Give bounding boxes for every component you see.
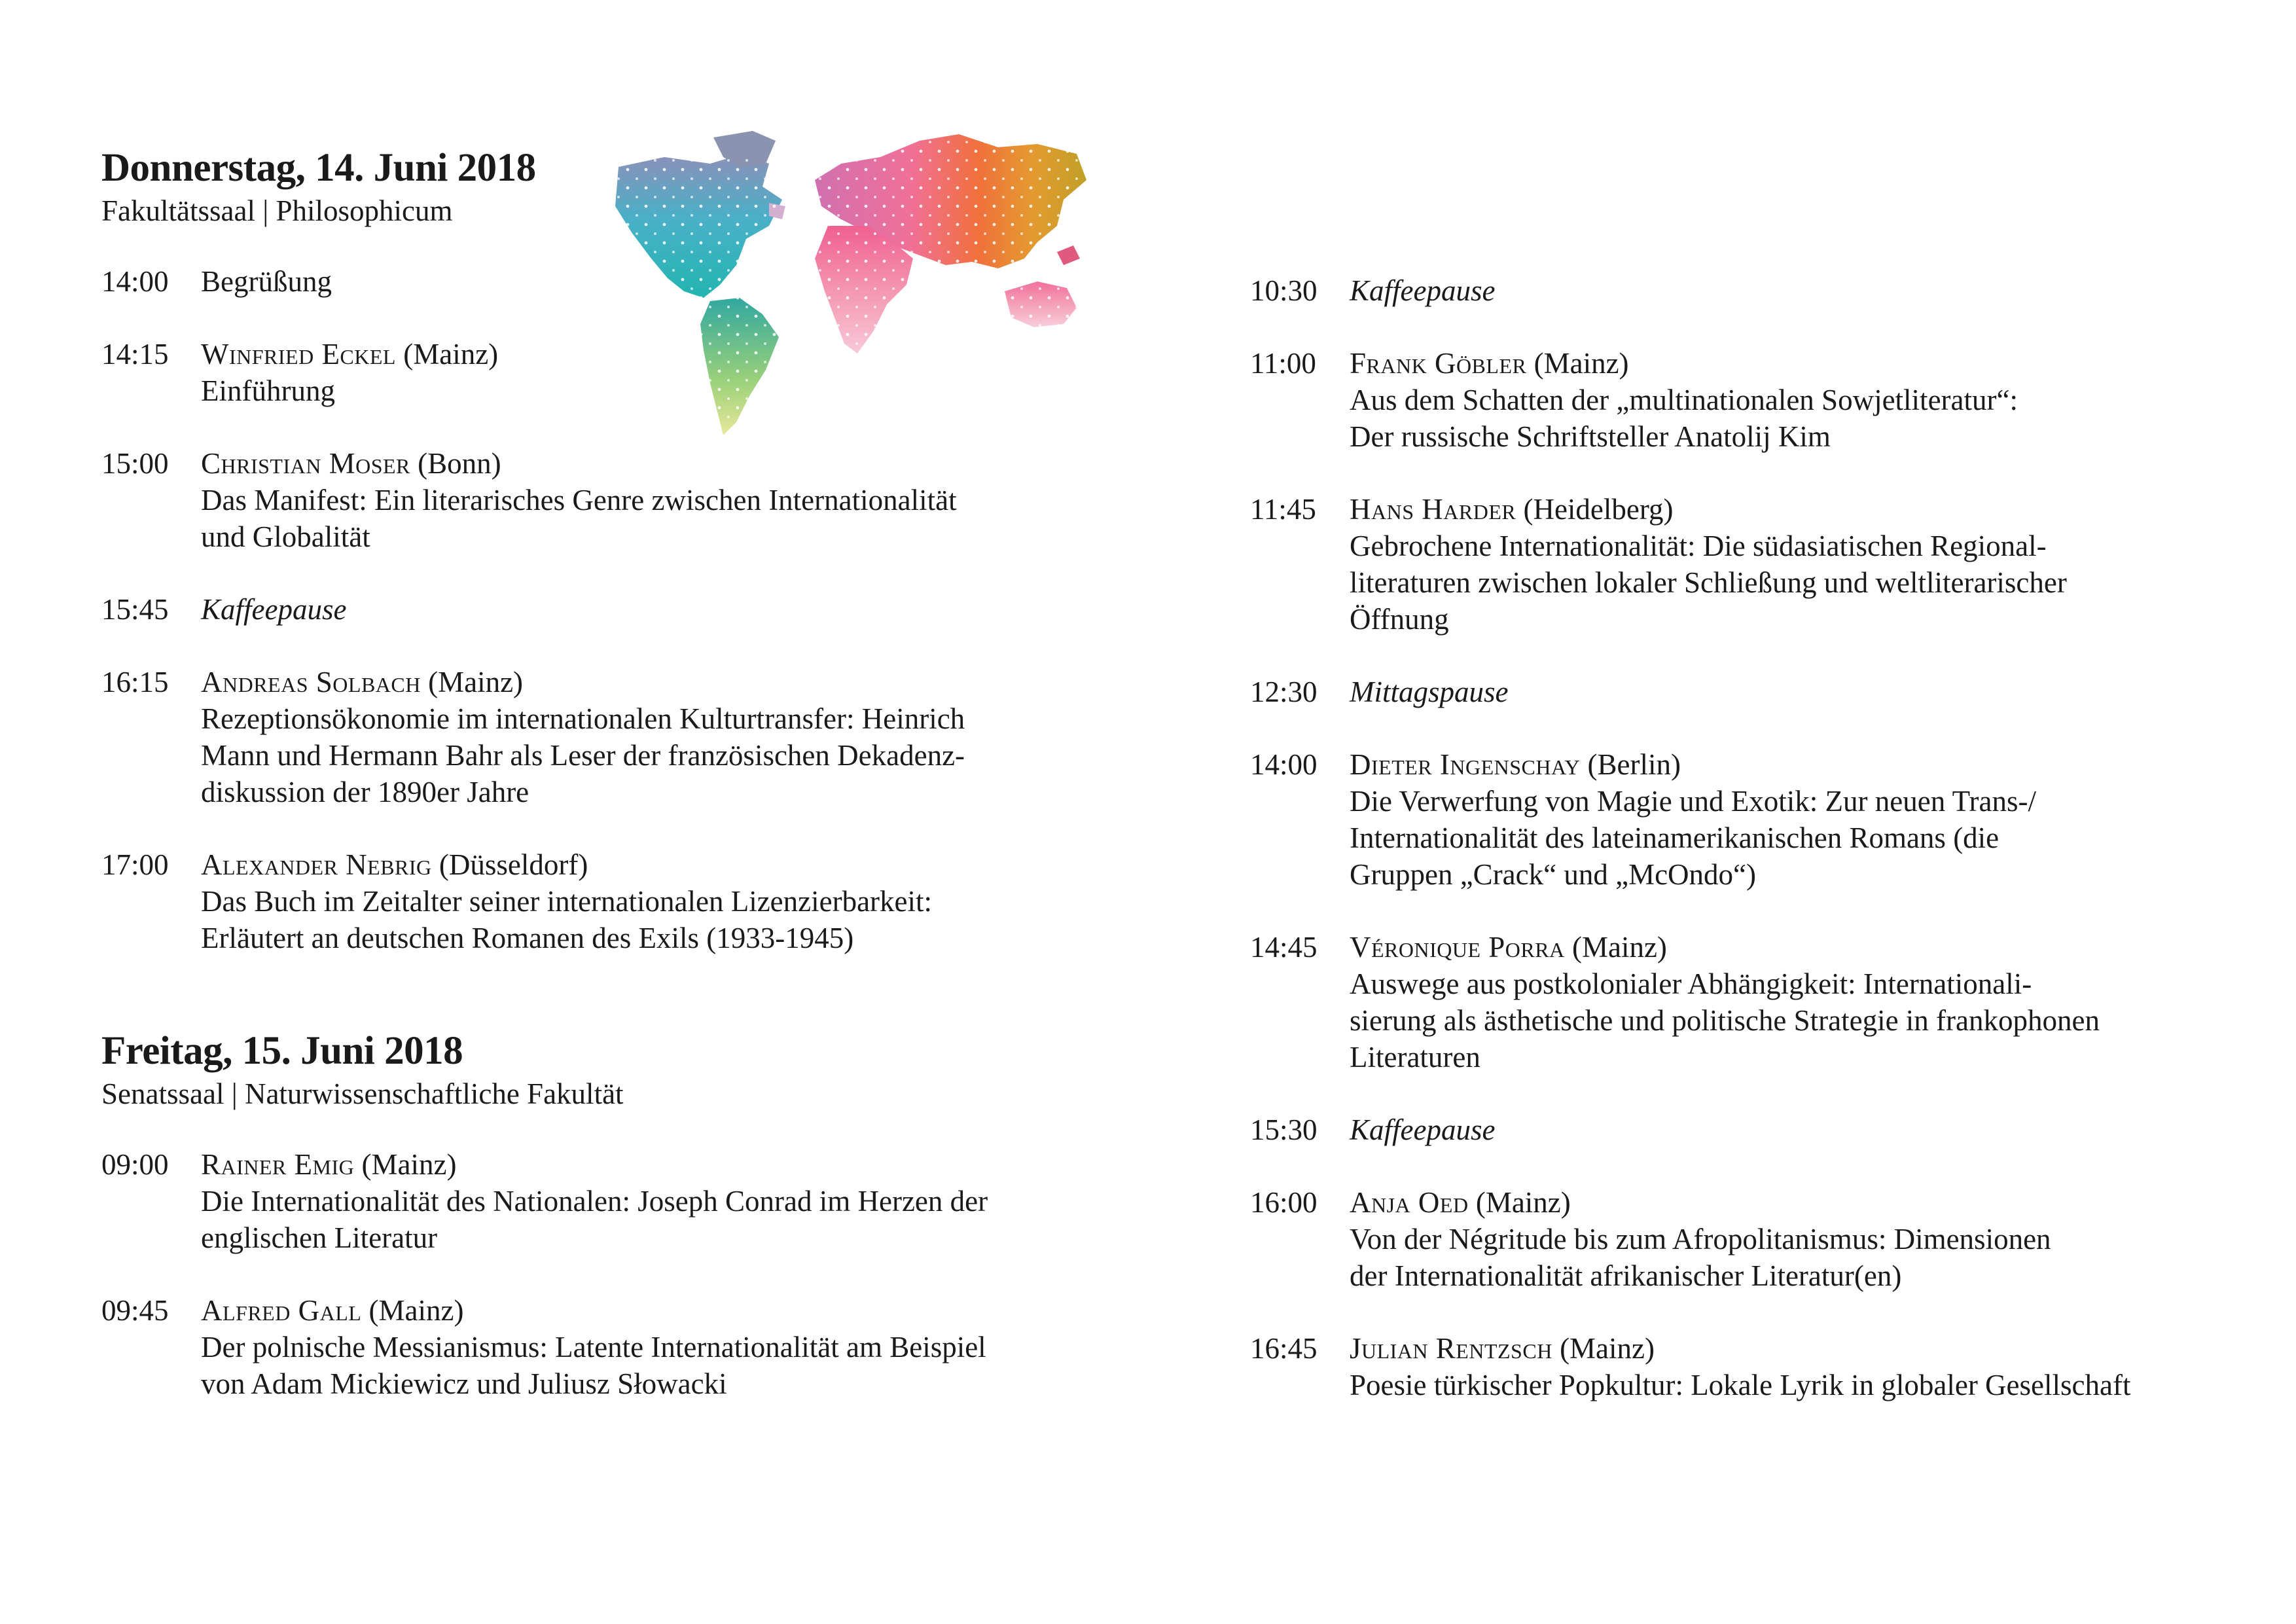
entry-body bbox=[1350, 272, 2232, 309]
talk-title-line: Gebrochene Internationalität: Die südasiatischen Regional- bbox=[1350, 530, 2047, 562]
entry-body bbox=[201, 445, 1083, 555]
talk-title-line: Die Verwerfung von Magie und Exotik: Zur neuen Trans-/ bbox=[1350, 785, 2036, 818]
speaker-line bbox=[1350, 1184, 2232, 1221]
program-entry bbox=[1250, 1184, 2232, 1294]
speaker-name: Andreas Solbach bbox=[201, 666, 421, 698]
entry-body bbox=[1350, 1184, 2232, 1294]
speaker-line bbox=[1350, 491, 2232, 528]
talk-title-line: Rezeptionsökonomie im internationalen Kulturtransfer: Heinrich bbox=[201, 702, 965, 735]
day2-section bbox=[101, 1028, 1083, 1402]
entry-time: 12:30 bbox=[1250, 676, 1318, 708]
entry-body bbox=[201, 664, 1083, 810]
entry-body bbox=[1350, 491, 2232, 638]
entry-time: 11:45 bbox=[1250, 493, 1316, 526]
speaker-name: Hans Harder bbox=[1350, 493, 1516, 526]
speaker-place: (Mainz) bbox=[361, 1148, 457, 1181]
talk-title-line: Literaturen bbox=[1350, 1041, 1480, 1074]
entry-time: 11:00 bbox=[1250, 347, 1316, 380]
entry-time: 09:00 bbox=[101, 1148, 169, 1181]
speaker-place: (Mainz) bbox=[1475, 1186, 1571, 1219]
entry-time: 14:00 bbox=[101, 265, 169, 298]
talk-title-line: Die Internationalität des Nationalen: Joseph Conrad im Herzen der bbox=[201, 1185, 988, 1218]
talk-title-line: Gruppen „Crack“ und „McOndo“) bbox=[1350, 858, 1757, 891]
talk-title-line: Das Manifest: Ein literarisches Genre zwischen Internationalität bbox=[201, 484, 957, 516]
program-entry bbox=[1250, 491, 2232, 638]
entry-body bbox=[1350, 1111, 2232, 1148]
program-entry bbox=[1250, 345, 2232, 455]
entry-body bbox=[201, 1146, 1083, 1256]
talk-title-line: der Internationalität afrikanischer Literatur(en) bbox=[1350, 1259, 1902, 1292]
program-entry bbox=[101, 846, 1083, 956]
talk-title-line: Von der Négritude bis zum Afropolitanismus: Dimensionen bbox=[1350, 1223, 2051, 1255]
talk-title-line: Auswege aus postkolonialer Abhängigkeit: Internationali- bbox=[1350, 967, 2032, 1000]
program-entry bbox=[101, 336, 1083, 409]
entry-time: 15:00 bbox=[101, 447, 169, 480]
break-label: Kaffeepause bbox=[1350, 274, 1496, 307]
break-label: Kaffeepause bbox=[1350, 1113, 1496, 1146]
program-entry bbox=[1250, 674, 2232, 710]
speaker-line bbox=[1350, 1330, 2232, 1367]
speaker-place: (Heidelberg) bbox=[1523, 493, 1674, 526]
speaker-place: (Bonn) bbox=[418, 447, 501, 480]
speaker-name: Véronique Porra bbox=[1350, 931, 1565, 964]
speaker-name: Dieter Ingenschay bbox=[1350, 748, 1581, 781]
day2-program-continued bbox=[1250, 272, 2232, 1403]
speaker-place: (Mainz) bbox=[1571, 931, 1667, 964]
speaker-place: (Düsseldorf) bbox=[439, 848, 588, 881]
entry-label: Begrüßung bbox=[201, 265, 332, 298]
entry-time: 14:15 bbox=[101, 338, 169, 370]
talk-title-line: Aus dem Schatten der „multinationalen Sowjetliteratur“: bbox=[1350, 384, 2018, 416]
talk-title-line: diskussion der 1890er Jahre bbox=[201, 776, 529, 808]
day1-program bbox=[101, 263, 1083, 956]
speaker-line bbox=[1350, 746, 2232, 783]
program-entry bbox=[1250, 1330, 2232, 1403]
entry-time: 15:30 bbox=[1250, 1113, 1318, 1146]
entry-body bbox=[1350, 929, 2232, 1075]
program-entry bbox=[101, 1292, 1083, 1402]
talk-title-line: und Globalität bbox=[201, 520, 370, 553]
speaker-place: (Berlin) bbox=[1587, 748, 1681, 781]
entry-time: 14:00 bbox=[1250, 748, 1318, 781]
speaker-name: Julian Rentzsch bbox=[1350, 1332, 1552, 1365]
program-entry bbox=[1250, 746, 2232, 893]
break-label: Kaffeepause bbox=[201, 593, 347, 626]
speaker-line bbox=[201, 1292, 1083, 1329]
talk-title-line: Internationalität des lateinamerikanischen Romans (die bbox=[1350, 821, 2000, 854]
entry-time: 16:45 bbox=[1250, 1332, 1318, 1365]
talk-title-line: Erläutert an deutschen Romanen des Exils (1933-1945) bbox=[201, 922, 854, 954]
talk-title-line: sierung als ästhetische und politische Strategie in frankophonen bbox=[1350, 1004, 2100, 1037]
talk-title-line: Einführung bbox=[201, 374, 335, 407]
speaker-line bbox=[201, 445, 1083, 482]
day2-program bbox=[101, 1146, 1083, 1402]
speaker-line bbox=[201, 846, 1083, 883]
day1-section bbox=[101, 145, 1083, 956]
speaker-place: (Mainz) bbox=[368, 1294, 464, 1327]
program-entry bbox=[101, 263, 1083, 300]
speaker-name: Frank Göbler bbox=[1350, 347, 1527, 380]
entry-body bbox=[201, 336, 1083, 409]
program-entry bbox=[101, 591, 1083, 628]
program-entry bbox=[101, 445, 1083, 555]
entry-time: 10:30 bbox=[1250, 274, 1318, 307]
speaker-place: (Mainz) bbox=[403, 338, 499, 370]
entry-time: 17:00 bbox=[101, 848, 169, 881]
speaker-name: Winfried Eckel bbox=[201, 338, 396, 370]
program-entry bbox=[1250, 272, 2232, 309]
left-column bbox=[101, 145, 1083, 1438]
break-label: Mittagspause bbox=[1350, 676, 1509, 708]
entry-body bbox=[1350, 345, 2232, 455]
day2-venue: Senatssaal | Naturwissenschaftliche Fakultät bbox=[101, 1077, 624, 1110]
talk-title-line: Öffnung bbox=[1350, 603, 1449, 636]
talk-title-line: Der polnische Messianismus: Latente Internationalität am Beispiel bbox=[201, 1331, 986, 1363]
entry-body bbox=[1350, 674, 2232, 710]
speaker-line bbox=[201, 664, 1083, 700]
speaker-name: Anja Oed bbox=[1350, 1186, 1469, 1219]
entry-time: 14:45 bbox=[1250, 931, 1318, 964]
entry-time: 16:00 bbox=[1250, 1186, 1318, 1219]
day1-title: Donnerstag, 14. Juni 2018 bbox=[101, 146, 536, 190]
talk-title-line: englischen Literatur bbox=[201, 1221, 438, 1254]
speaker-place: (Mainz) bbox=[428, 666, 524, 698]
entry-time: 16:15 bbox=[101, 666, 169, 698]
speaker-place: (Mainz) bbox=[1560, 1332, 1655, 1365]
entry-time: 09:45 bbox=[101, 1294, 169, 1327]
day2-title: Freitag, 15. Juni 2018 bbox=[101, 1029, 463, 1073]
entry-body bbox=[1350, 1330, 2232, 1403]
talk-title-line: von Adam Mickiewicz und Juliusz Słowacki bbox=[201, 1367, 727, 1400]
speaker-name: Christian Moser bbox=[201, 447, 410, 480]
talk-title-line: Mann und Hermann Bahr als Leser der französischen Dekadenz- bbox=[201, 739, 965, 772]
speaker-line bbox=[201, 1146, 1083, 1183]
program-entry bbox=[101, 664, 1083, 810]
day1-venue: Fakultätssaal | Philosophicum bbox=[101, 194, 453, 227]
speaker-name: Rainer Emig bbox=[201, 1148, 355, 1181]
right-column bbox=[1250, 272, 2232, 1439]
program-entry bbox=[1250, 929, 2232, 1075]
entry-body bbox=[201, 1292, 1083, 1402]
speaker-name: Alexander Nebrig bbox=[201, 848, 432, 881]
entry-body bbox=[201, 846, 1083, 956]
program-entry bbox=[101, 1146, 1083, 1256]
program-entry bbox=[1250, 1111, 2232, 1148]
speaker-name: Alfred Gall bbox=[201, 1294, 362, 1327]
talk-title-line: Poesie türkischer Popkultur: Lokale Lyrik in globaler Gesellschaft bbox=[1350, 1369, 2131, 1401]
entry-body bbox=[201, 263, 1083, 300]
entry-time: 15:45 bbox=[101, 593, 169, 626]
entry-body bbox=[1350, 746, 2232, 893]
entry-body bbox=[201, 591, 1083, 628]
talk-title-line: Der russische Schriftsteller Anatolij Kim bbox=[1350, 420, 1831, 453]
speaker-line bbox=[1350, 929, 2232, 965]
talk-title-line: literaturen zwischen lokaler Schließung und weltliterarischer bbox=[1350, 566, 2067, 599]
speaker-place: (Mainz) bbox=[1534, 347, 1629, 380]
speaker-line bbox=[201, 336, 1083, 372]
speaker-line bbox=[1350, 345, 2232, 382]
talk-title-line: Das Buch im Zeitalter seiner internationalen Lizenzierbarkeit: bbox=[201, 885, 933, 918]
